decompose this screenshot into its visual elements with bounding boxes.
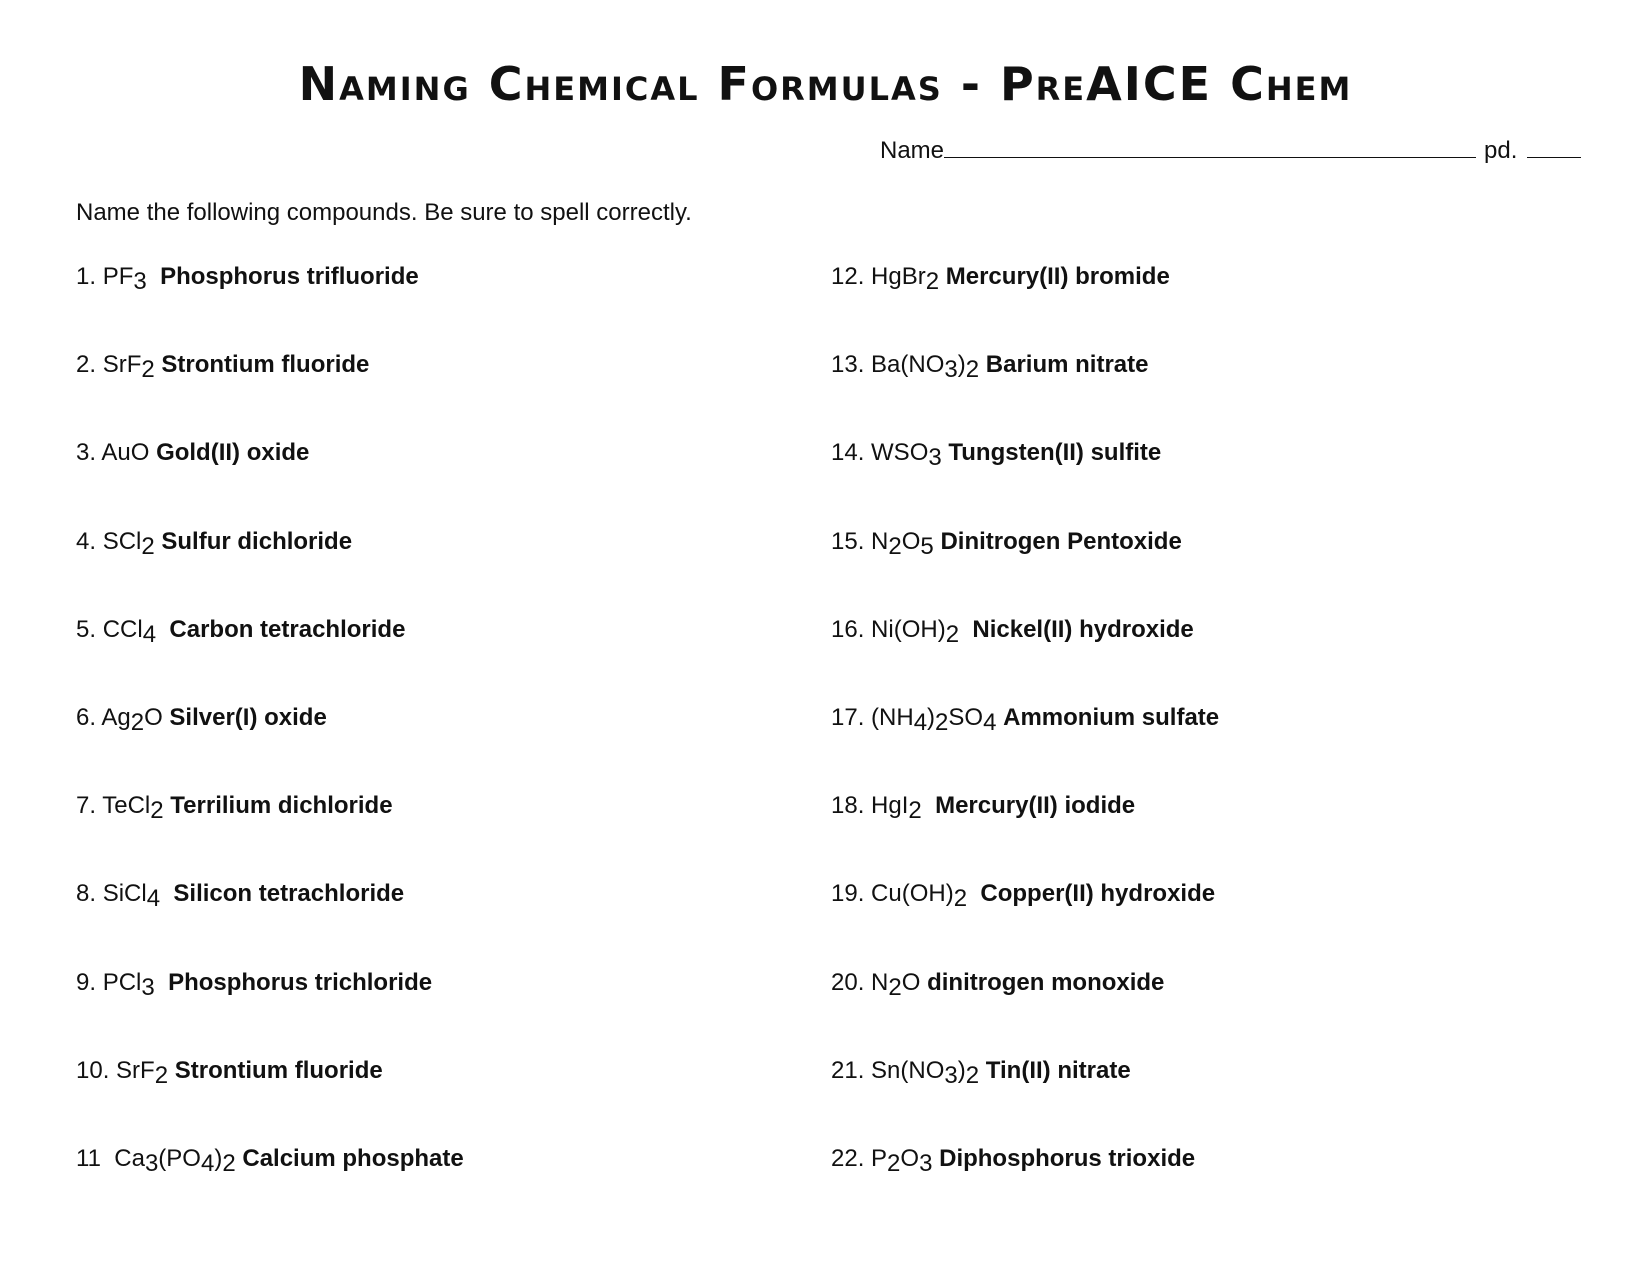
left-question-column (76, 263, 464, 1233)
formula-text: ) (214, 1144, 223, 1172)
compound-name-answer: Ammonium sulfate (1003, 703, 1220, 731)
question-item (831, 439, 1219, 527)
formula-subscript: 4 (200, 1149, 215, 1177)
question-item (831, 616, 1219, 704)
formula-text: Sn(NO (871, 1056, 945, 1084)
formula-subscript: 4 (983, 708, 997, 736)
formula-subscript: 2 (222, 1149, 236, 1177)
chemical-formula (871, 1057, 979, 1089)
chemical-formula (871, 969, 920, 1001)
chemical-formula (871, 704, 996, 736)
question-number: 15. (831, 527, 872, 555)
question-item (76, 351, 464, 439)
formula-text: SiCl (102, 880, 147, 908)
compound-name-answer: Calcium phosphate (242, 1144, 464, 1172)
chemical-formula (103, 351, 155, 383)
question-item (76, 616, 464, 704)
formula-subscript: 4 (913, 708, 928, 736)
question-number: 6. (76, 703, 102, 731)
formula-text: Ni(OH) (871, 615, 946, 643)
question-number: 4. (76, 527, 103, 555)
formula-subscript: 3 (928, 444, 942, 472)
formula-text: SO (948, 703, 984, 731)
question-item (76, 969, 464, 1057)
chemical-formula (871, 880, 967, 912)
formula-text: Ag (101, 703, 131, 731)
question-number: 5. (76, 615, 103, 643)
formula-text: SrF (116, 1056, 155, 1084)
pd-blank-line[interactable] (1527, 137, 1581, 158)
question-item (76, 528, 464, 616)
formula-text: O (144, 703, 163, 731)
question-item (76, 1145, 464, 1233)
compound-name-answer: Silicon tetrachloride (173, 880, 405, 908)
compound-name-answer: Nickel(II) hydroxide (972, 615, 1194, 643)
formula-text: (NH (871, 703, 914, 731)
compound-name-answer: Phosphorus trichloride (168, 968, 433, 996)
compound-name-answer: Gold(II) oxide (156, 439, 310, 467)
formula-text: AuO (101, 439, 150, 467)
formula-subscript: 4 (146, 885, 161, 913)
chemical-formula (871, 351, 979, 383)
instructions: Name the following compounds. Be sure to spell correctly. (76, 199, 692, 226)
formula-subscript: 2 (130, 708, 145, 736)
spacer (979, 351, 986, 378)
formula-subscript: 2 (141, 532, 155, 560)
formula-text: N (871, 527, 889, 555)
question-number: 19. (831, 880, 872, 908)
compound-name-answer: Dinitrogen Pentoxide (940, 527, 1182, 555)
spacer (147, 263, 160, 290)
chemical-formula (871, 1145, 932, 1177)
formula-subscript: 2 (965, 1061, 980, 1089)
compound-name-answer: Tin(II) nitrate (985, 1056, 1131, 1084)
chemical-formula (103, 528, 155, 560)
question-item (831, 880, 1219, 968)
question-number: 3. (76, 439, 102, 467)
question-item (831, 969, 1219, 1057)
formula-subscript: 2 (154, 1061, 169, 1089)
question-number: 8. (76, 880, 103, 908)
formula-subscript: 3 (944, 1061, 958, 1089)
formula-text: P (871, 1144, 888, 1172)
formula-subscript: 3 (919, 1149, 933, 1177)
formula-text: ) (957, 1056, 966, 1084)
question-item (831, 263, 1219, 351)
formula-subscript: 2 (888, 532, 902, 560)
chemical-formula (871, 616, 959, 648)
formula-subscript: 3 (133, 268, 147, 295)
question-number: 2. (76, 351, 103, 379)
formula-subscript: 2 (908, 797, 922, 825)
spacer (959, 616, 972, 643)
question-number: 21. (831, 1056, 872, 1084)
compound-name-answer: Silver(I) oxide (169, 703, 327, 731)
formula-subscript: 2 (965, 356, 980, 384)
chemical-formula (103, 969, 155, 1001)
question-number: 16. (831, 615, 872, 643)
formula-subscript: 3 (141, 973, 155, 1001)
chemical-formula (103, 880, 160, 912)
chemical-formula (114, 1145, 235, 1177)
formula-text: O (901, 527, 921, 555)
formula-text: WSO (871, 439, 929, 467)
compound-name-answer: Carbon tetrachloride (169, 615, 406, 643)
chemical-formula (101, 704, 162, 736)
compound-name-answer: Copper(II) hydroxide (980, 880, 1216, 908)
formula-subscript: 2 (141, 356, 155, 384)
name-pd-line (880, 137, 1581, 165)
formula-text: ) (957, 351, 966, 379)
question-item (831, 1145, 1219, 1233)
formula-subscript: 5 (920, 532, 934, 560)
question-number: 9. (76, 968, 103, 996)
question-item (76, 880, 464, 968)
question-number: 12. (831, 263, 872, 290)
formula-subscript: 2 (888, 973, 902, 1001)
compound-name-answer: Mercury(II) bromide (945, 263, 1170, 290)
chemical-formula (871, 439, 942, 471)
pd-label: pd. (1484, 137, 1518, 164)
question-number: 10. (76, 1056, 117, 1084)
question-item (831, 792, 1219, 880)
spacer (939, 263, 946, 290)
compound-name-answer: Sulfur dichloride (161, 527, 353, 555)
question-item (831, 1057, 1219, 1145)
formula-subscript: 2 (150, 797, 164, 825)
chemical-formula (103, 616, 156, 648)
question-item (831, 351, 1219, 439)
question-item (76, 704, 464, 792)
formula-text: Ba(NO (871, 351, 945, 379)
spacer (168, 1057, 175, 1084)
question-number: 11 (76, 1144, 115, 1172)
compound-name-answer: Mercury(II) iodide (935, 792, 1136, 820)
compound-name-answer: Phosphorus trifluoride (160, 263, 419, 290)
question-number: 17. (831, 703, 872, 731)
formula-subscript: 3 (944, 356, 958, 384)
chemical-formula (102, 792, 163, 824)
question-item (76, 263, 464, 351)
formula-text: SCl (102, 527, 142, 555)
formula-text: Cu(OH) (871, 880, 954, 908)
formula-text: N (871, 968, 889, 996)
question-number: 18. (831, 792, 872, 820)
formula-subscript: 2 (935, 708, 949, 736)
formula-text: O (900, 1144, 920, 1172)
chemical-formula (116, 1057, 168, 1089)
chemical-formula (101, 439, 149, 466)
chemical-formula (103, 263, 147, 295)
spacer (156, 616, 169, 643)
formula-subscript: 2 (925, 268, 940, 295)
formula-text: ) (927, 703, 936, 731)
question-item (831, 528, 1219, 616)
formula-text: Ca (114, 1144, 145, 1172)
name-blank-line[interactable] (944, 137, 1476, 158)
formula-subscript: 2 (945, 620, 960, 648)
formula-subscript: 2 (953, 885, 968, 913)
question-item (831, 704, 1219, 792)
formula-text: HgBr (871, 263, 926, 290)
formula-text: PCl (102, 968, 142, 996)
spacer (160, 880, 173, 907)
formula-text: HgI (871, 792, 909, 820)
formula-subscript: 4 (142, 620, 157, 648)
formula-text: O (901, 968, 921, 996)
spacer (967, 880, 980, 907)
question-number: 20. (831, 968, 872, 996)
right-question-column (831, 263, 1219, 1233)
spacer (922, 792, 935, 819)
formula-text: PF (102, 263, 134, 290)
formula-text: TeCl (102, 792, 151, 820)
name-label: Name (880, 137, 945, 164)
question-number: 1. (76, 263, 103, 290)
compound-name-answer: dinitrogen monoxide (927, 968, 1165, 996)
spacer (979, 1057, 986, 1084)
compound-name-answer: Barium nitrate (985, 351, 1149, 379)
question-number: 14. (831, 439, 872, 467)
formula-text: (PO (158, 1144, 201, 1172)
question-item (76, 439, 464, 527)
compound-name-answer: Terrilium dichloride (170, 792, 393, 820)
formula-text: SrF (102, 351, 142, 379)
formula-subscript: 2 (887, 1149, 901, 1177)
compound-name-answer: Diphosphorus trioxide (939, 1144, 1196, 1172)
spacer (155, 969, 168, 996)
formula-subscript: 3 (144, 1149, 159, 1177)
compound-name-answer: Strontium fluoride (174, 1056, 383, 1084)
question-item (76, 1057, 464, 1145)
question-number: 7. (76, 792, 103, 820)
chemical-formula (871, 528, 934, 560)
worksheet-title: Naming Chemical Formulas - PreAICE Chem (298, 57, 1353, 111)
question-item (76, 792, 464, 880)
compound-name-answer: Strontium fluoride (161, 351, 370, 379)
compound-name-answer: Tungsten(II) sulfite (948, 439, 1162, 467)
chemical-formula (871, 263, 939, 295)
chemical-formula (871, 792, 922, 824)
question-number: 22. (831, 1144, 872, 1172)
formula-text: CCl (102, 615, 143, 643)
question-number: 13. (831, 351, 872, 379)
